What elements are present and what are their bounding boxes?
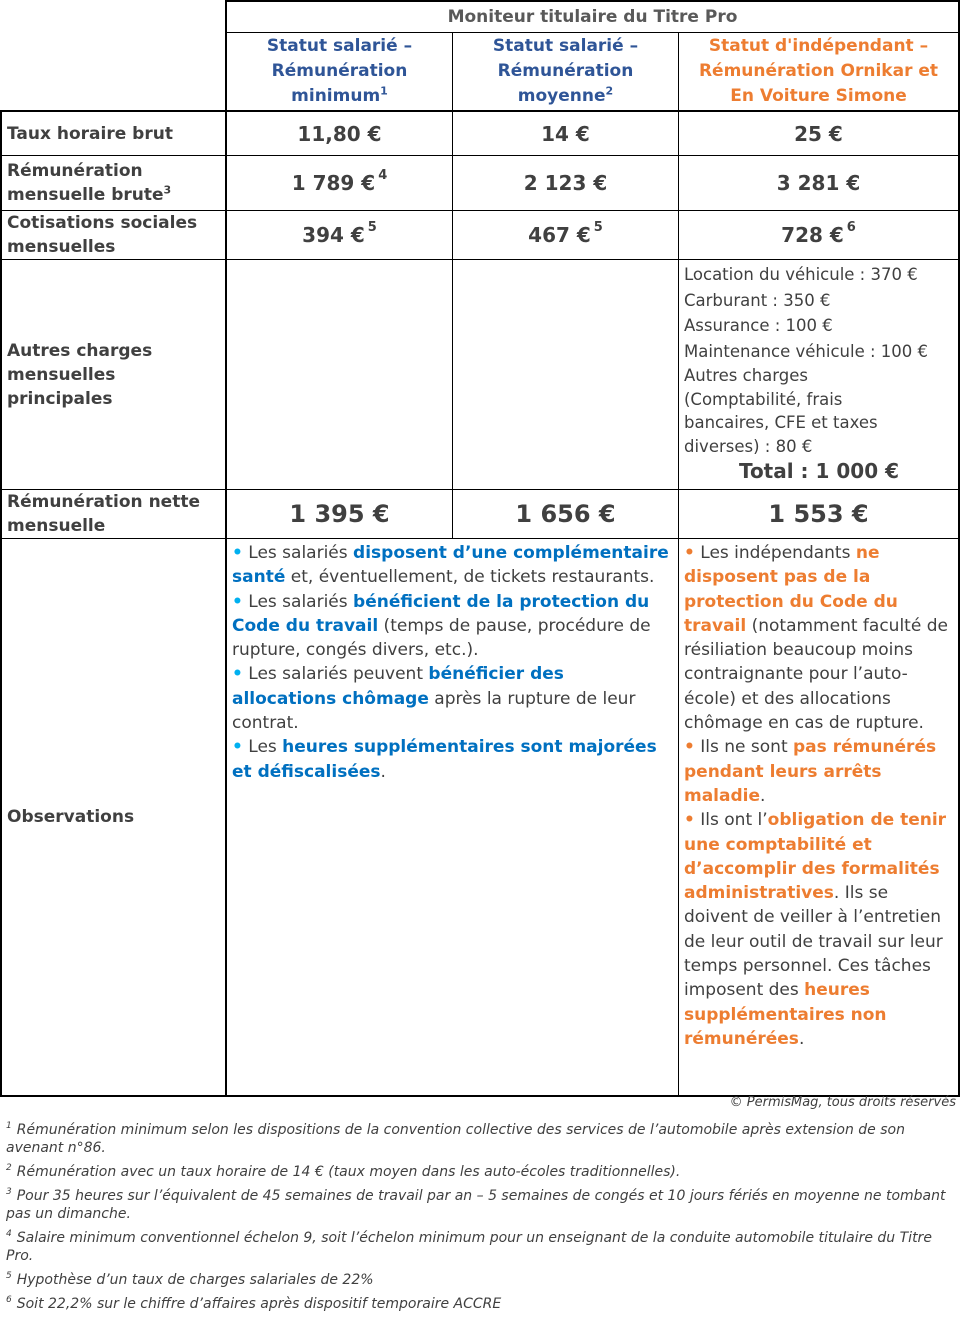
bullet: • <box>232 664 243 685</box>
row-label-line: Rémunération nette <box>7 492 200 512</box>
observation-highlight: heures supplémentaires non rémunérées <box>684 980 887 1049</box>
observation-text: Ils ne sont <box>694 737 794 758</box>
row-label-line: Rémunération <box>7 161 143 181</box>
footnotes <box>6 1121 956 1319</box>
bullet: • <box>232 543 243 563</box>
bullet: • <box>684 543 695 563</box>
column-header-line: Rémunération <box>271 61 408 81</box>
observation-text: Ils ont l’ <box>694 810 768 831</box>
footnote-ref: 5 <box>593 219 603 235</box>
footnote-ref: 5 <box>367 219 377 235</box>
nette-value-independant: 1 553 € <box>768 500 869 528</box>
observation-highlight: bénéficient de la protection du Code du travail <box>232 591 650 636</box>
observation-text: Les <box>242 737 283 758</box>
cotisations-amount: 394 € <box>302 223 365 247</box>
observation-text: Les indépendants <box>694 543 856 563</box>
footnote-text: Rémunération avec un taux horaire de 14 € (taux moyen dans les auto-écoles traditionnelles). <box>16 1164 681 1180</box>
footnote-number: 6 <box>6 1295 12 1306</box>
footnote-ref: 1 <box>380 84 388 98</box>
observation-item <box>232 662 674 735</box>
brute-value-independant: 3 281 € <box>776 171 861 195</box>
charge-item: Maintenance véhicule : 100 € <box>684 341 929 361</box>
row-label-brute <box>2 156 225 210</box>
column-header-line: Statut d'indépendant – <box>708 36 929 56</box>
cotisations-amount: 728 € <box>781 223 844 247</box>
row-label-line: mensuelle <box>7 516 106 536</box>
observation-text: . <box>760 785 766 806</box>
charge-item: Assurance : 100 € <box>684 316 833 335</box>
footnote-ref: 6 <box>846 219 856 235</box>
observation-item <box>232 541 674 590</box>
footnote-text: Salaire minimum conventionnel échelon 9, soit l’échelon minimum pour un enseignant de la conduite automobile titulaire du Titre Pro. <box>6 1230 932 1264</box>
nette-value-min: 1 395 € <box>289 500 390 528</box>
cotisations-amount: 467 € <box>528 223 591 247</box>
footnote <box>6 1229 956 1265</box>
cotisations-value-avg <box>453 211 678 259</box>
brute-value-min <box>227 156 452 210</box>
observation-highlight: obligation de tenir une comptabilité et d’accomplir des formalités administratives <box>684 810 947 904</box>
observations-independants <box>679 539 958 1095</box>
observation-highlight: bénéficier des allocations chômage <box>232 664 564 709</box>
row-label-taux: Taux horaire brut <box>7 123 173 144</box>
row-label-cotisations <box>2 211 225 259</box>
taux-value-independant: 25 € <box>794 121 843 146</box>
observation-text: après la rupture de leur contrat. <box>232 688 636 734</box>
cotisations-value-independant <box>679 211 958 259</box>
observation-highlight: disposent d’une complémentaire santé <box>232 543 669 588</box>
column-header-min <box>227 33 452 110</box>
charge-item: (Comptabilité, frais <box>684 389 843 409</box>
observation-text: . <box>798 1028 805 1049</box>
row-label-line: principales <box>7 388 113 409</box>
charge-item: Location du véhicule : 370 € <box>684 265 918 284</box>
row-label-observations: Observations <box>7 807 135 827</box>
footnote-number: 3 <box>6 1187 12 1198</box>
footnote-ref: 4 <box>378 167 388 183</box>
observation-text: (notamment faculté de résiliation beaucoup moins contraignante pour l’auto-école) et des allocations chômage en cas de rupture. <box>684 615 948 734</box>
column-header-independant <box>679 33 958 110</box>
observation-highlight: pas rémunérés pendant leurs arrêts maladie <box>684 737 937 806</box>
footnote-number: 1 <box>6 1121 12 1132</box>
observations-salaries <box>227 539 678 1095</box>
footnote-text: Rémunération minimum selon les dispositions de la convention collective des services de l’automobile après extension de son avenant n°86. <box>6 1122 905 1156</box>
footnote-number: 5 <box>6 1271 12 1282</box>
footnote-text: Pour 35 heures sur l’équivalent de 45 semaines de travail par an – 5 semaines de congés et 10 jours fériés en moyenne ne tombant pas un dimanche. <box>6 1188 946 1222</box>
column-header-line: Statut salarié – <box>492 36 639 56</box>
charge-item: Carburant : 350 € <box>684 290 831 310</box>
column-header-line: moyenne <box>517 86 606 106</box>
taux-value-min: 11,80 € <box>297 121 382 146</box>
brute-amount: 1 789 € <box>291 171 376 195</box>
footnote-text: Soit 22,2% sur le chiffre d’affaires après dispositif temporaire ACCRE <box>16 1296 502 1312</box>
row-label-autres-charges <box>2 260 225 489</box>
observation-highlight: ne disposent pas de la protection du Code du travail <box>684 543 898 636</box>
row-label-line: Cotisations sociales <box>7 213 198 233</box>
charge-item: bancaires, CFE et taxes <box>684 413 878 432</box>
bullet: • <box>232 737 243 758</box>
column-header-line: Statut salarié – <box>266 36 413 56</box>
footnote <box>6 1163 956 1181</box>
taux-value-avg: 14 € <box>541 121 590 146</box>
table-border-right <box>958 0 960 1096</box>
row-label-nette <box>2 490 225 538</box>
observation-item <box>684 735 954 808</box>
bullet: • <box>232 591 243 612</box>
observation-text: et, éventuellement, de tickets restaurants. <box>285 567 655 588</box>
bullet: • <box>684 810 695 831</box>
row-label-line: mensuelles <box>7 237 116 257</box>
charge-item: Autres charges <box>684 366 808 385</box>
column-header-line: En Voiture Simone <box>730 86 907 106</box>
observation-item <box>232 590 674 663</box>
column-header-line: Rémunération Ornikar et <box>698 61 939 81</box>
footnote <box>6 1295 956 1313</box>
observation-text: . <box>380 761 386 782</box>
footnote-number: 4 <box>6 1229 12 1240</box>
observation-highlight: heures supplémentaires sont majorées et défiscalisées <box>232 737 657 782</box>
footnote <box>6 1121 956 1157</box>
cotisations-value-min <box>227 211 452 259</box>
row-label-line: mensuelle brute <box>7 185 164 205</box>
footnote <box>6 1187 956 1223</box>
charge-item: diverses) : 80 € <box>684 436 813 456</box>
observation-text: . Ils se doivent de veiller à l’entretien de leur outil de travail sur leur temps personnel. Ces tâches imposent des <box>684 883 943 1001</box>
copyright-notice: © PermisMag, tous droits réservés <box>729 1095 956 1110</box>
observation-item <box>684 808 954 1051</box>
group-header: Moniteur titulaire du Titre Pro <box>447 7 738 27</box>
column-header-line: minimum <box>291 86 381 106</box>
observation-text: Les salariés peuvent <box>242 664 429 685</box>
column-header-line: Rémunération <box>497 61 634 81</box>
brute-value-avg: 2 123 € <box>523 171 608 195</box>
row-label-line: Autres charges <box>7 340 153 361</box>
footnote-ref: 3 <box>163 183 172 197</box>
footnote <box>6 1271 956 1289</box>
charges-total: Total : 1 000 € <box>738 459 900 483</box>
observation-item <box>684 541 954 735</box>
column-header-avg <box>453 33 678 110</box>
observation-text: (temps de pause, procédure de rupture, congés divers, etc.). <box>232 615 651 661</box>
observation-text: Les salariés <box>242 591 354 612</box>
nette-value-avg: 1 656 € <box>515 500 616 528</box>
observation-item <box>232 735 674 784</box>
row-label-line: mensuelles <box>7 364 116 385</box>
footnote-number: 2 <box>6 1163 12 1174</box>
footnote-text: Hypothèse d’un taux de charges salariales de 22% <box>16 1272 374 1288</box>
bullet: • <box>684 737 695 758</box>
footnote-ref: 2 <box>605 84 614 98</box>
observation-text: Les salariés <box>242 543 354 563</box>
autres-charges-list <box>679 260 958 489</box>
